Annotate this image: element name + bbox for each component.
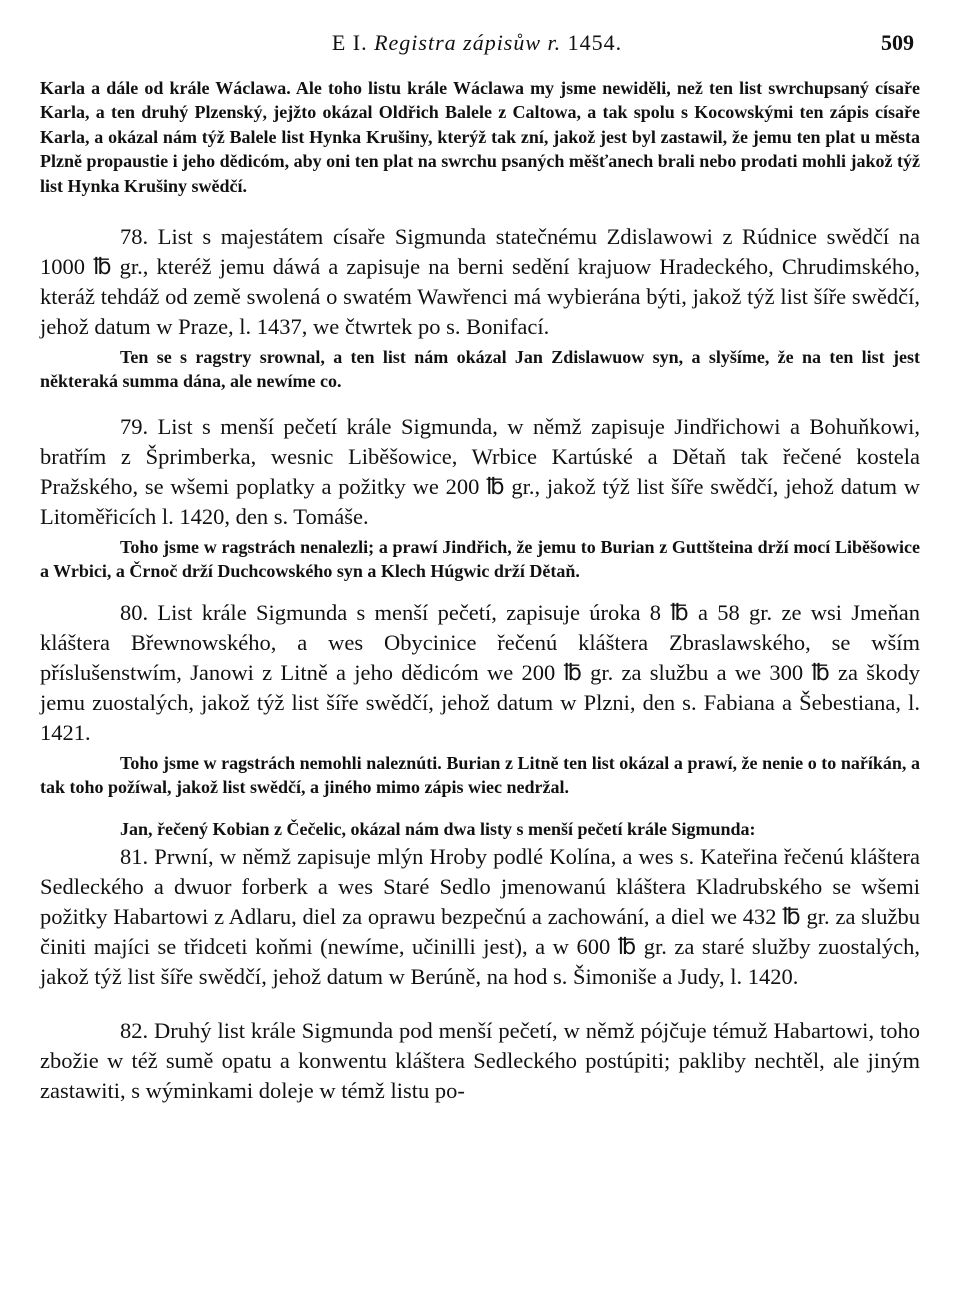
entry-78-text: List s majestátem císaře Sigmunda statečnému Zdislawowi z Rúdnice swědčí na 1000 ℔ gr., kteréž jemu dáwá a zapisuje na berni sedění krajuow Hradeckého, Chrudimského, kteráž tehdáž od země swolená o swatém Wawřenci má wybierána býti, jakož týž list šíře swědčí, jehož datum w Praze, l. 1437, we čtwrtek po s. Bonifací. [40,224,920,340]
entry-82 [40,1016,920,1106]
page-body [40,76,920,1106]
running-header [40,30,914,60]
entry-79-text: List s menší pečetí krále Sigmunda, w němž zapisuje Jindřichowi a Bohuňkowi, bratřím z Šprimberka, wesnic Liběšowice, Wrbice Kartúské a Dětaň tak řečené kostela Pražského, se wšemi poplatky a požitky we 200 ℔ gr., jakož týž list šíře swědčí, jehož datum w Litoměřicích l. 1420, den s. Tomáše. [40,413,920,529]
entry-79-note: Toho jsme w ragstrách nenalezli; a prawí Jindřich, že jemu to Burian z Guttšteina drží mocí Liběšowice a Wrbici, a Črnoč drží Duchcowského syn a Klech Húgwic drží Dětaň. [40,536,920,582]
entry-82-text: Druhý list krále Sigmunda pod menší pečetí, w němž pójčuje témuž Habartowi, toho zbožie w též sumě opatu a konwentu kláštera Sedleckého postúpiti; pakliby nechtěl, ale jiným zastawiti, s wýminkami doleje w témž listu po- [40,1017,920,1103]
entry-78-note: Ten se s ragstry srownal, a ten list nám okázal Jan Zdislawuow syn, a slyšíme, že na ten list jest některaká summa dána, ale newíme co. [40,347,920,392]
entry-80-text: List krále Sigmunda s menší pečetí, zapisuje úroka 8 ℔ a 58 gr. ze wsi Jmeňan kláštera Břewnowského, a wes Obycinice řečenú kláštera Zbraslawského, se wším příslušenstwím, Janowi z Litně a jeho dědicóm we 200 ℔ gr. za službu a we 300 ℔ za škody jemu zuostalých, jakož týž list šíře swědčí, jehož datum w Plzni, den s. Fabiana a Šebestiana, l. 1421. [40,599,920,745]
running-title [40,30,914,56]
entry-79-number: 79. [120,413,149,439]
entry-80 [40,598,920,748]
header-prefix: E I. [331,30,375,55]
entry-81-number: 81. [120,843,149,869]
entry-79 [40,412,920,532]
entry-78 [40,222,920,342]
entry-81 [40,842,920,992]
entry-80-note: Toho jsme w ragstrách nemohli naleznúti. Burian z Litně ten list okázal a prawí, že nenie o to naříkán, a tak toho požíwal, jakož list swědčí, a jiného mimo zápis wiec nedržal. [40,752,920,798]
page-number: 509 [881,30,914,55]
intro-paragraph: Karla a dále od krále Wáclawa. Ale toho listu krále Wáclawa my jsme newiděli, než ten list swrchupsaný císaře Karla, a ten druhý Plzenský, jejžto okázal Oldřich Balele z Caltowa, a tak spolu s Kocowskými ten zápis císaře Karla, a okázal nám týž Balele list Hynka Krušiny, kterýž tak zní, jakož jest byl zastawil, že jemu ten plat u města Plzně propaustie i jeho dědicóm, aby oni ten plat na swrchu psaných měšťanech brali nebo prodati mohli jakož týž list Hynka Krušiny swědčí. [40,78,920,196]
entry-78-number: 78. [120,224,149,250]
entry-80-number: 80. [120,599,149,625]
entry-81-text: Prwní, w němž zapisuje mlýn Hroby podlé Kolína, a wes s. Kateřina řečenú kláštera Sedleckého a dwuor forberk a wes Staré Sedlo jmenowanú kláštera Kladrubského se wšemi požitky Habartowi z Adlaru, diel za oprawu bezpečnú a zachowání, a diel we 432 ℔ gr. za službu činiti majíci se třidceti koňmi (newíme, učinilli jest), a w 600 ℔ gr. za staré služby zuostalých, jakož týž list šíře swědčí, jehož datum w Berúně, na hod s. Šimoniše a Judy, l. 1420. [40,843,920,989]
header-year: 1454. [561,30,623,55]
entry-81-intro: Jan, řečený Kobian z Čečelic, okázal nám dwa listy s menší pečetí krále Sigmunda: [120,819,756,840]
header-italic-title: Registra zápisůw r. [374,30,562,55]
entry-82-number: 82. [120,1017,149,1043]
